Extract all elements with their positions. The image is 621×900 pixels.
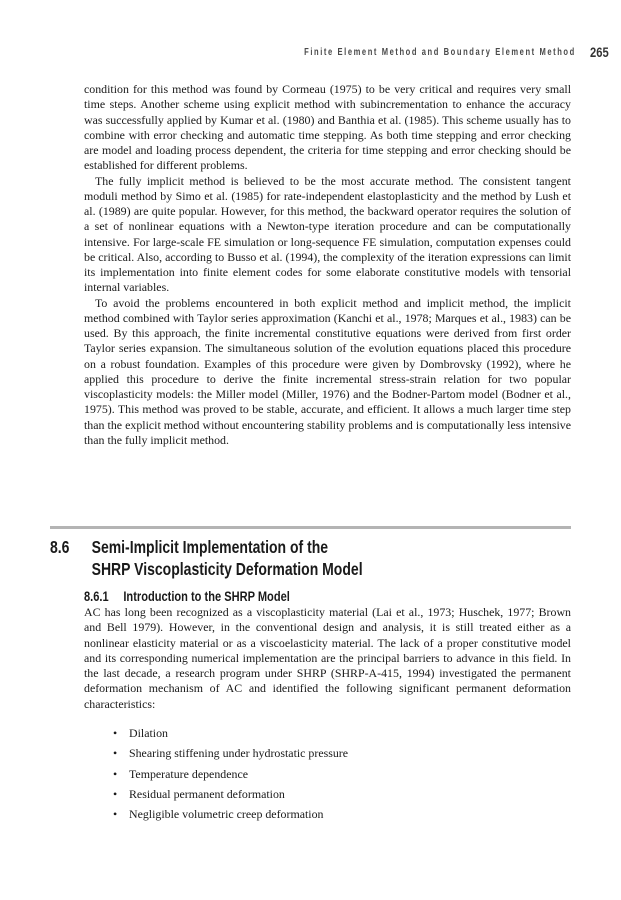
section-divider [50, 526, 571, 529]
list-item: • Dilation [113, 723, 348, 743]
bullet-icon: • [113, 726, 118, 740]
list-item: • Shearing stiffening under hydrostatic pressure [113, 743, 348, 763]
characteristics-list [113, 723, 348, 824]
running-head: Finite Element Method and Boundary Element Method [304, 46, 576, 58]
bullet-icon: • [113, 766, 118, 781]
bullet-icon: • [113, 786, 118, 801]
list-item: • Residual permanent deformation [113, 784, 348, 804]
page-number: 265 [590, 44, 609, 60]
subsection-number: 8.6.1 [84, 589, 109, 604]
list-item: • Temperature dependence [113, 764, 348, 784]
paragraph-shrp-intro: AC has long been recognized as a viscoplasticity material (Lai et al., 1973; Huschek, 1977; Brown and Bell 1979). However, in the conventional design and analysis, it is still treated either as a nonlinear elasticity material or as a viscoelasticity material. The lack of a proper constitutive model and its corresponding numerical implementation are the principal barriers to advance in this field. In the last decade, a research program under SHRP (SHRP-A-415, 1994) investigated the permanent deformation mechanism of AC and identified the following significant permanent deformation characteristics: [84, 605, 571, 711]
paragraph-continued: condition for this method was found by Cormeau (1975) to be very critical and requires very small time steps. Another scheme using explicit method with subincrementation to enhance the accuracy was successfully applied by Kumar et al. (1980) and Banthia et al. (1985). This scheme usually has to combine with error checking and automatic time stepping. As both time stepping and error checking are model and loading process dependent, the criteria for time stepping and error checking should be established for different problems. [84, 82, 571, 173]
paragraph-taylor-series: To avoid the problems encountered in both explicit method and implicit method, the implicit method combined with Taylor series approximation (Kanchi et al., 1978; Marques et al., 1983) can be used. By this approach, the finite incremental constitutive equations were derived from first order Taylor series expansion. The simultaneous solution of the evolution equations placed this procedure on a robust foundation. Examples of this procedure were given by Dombrovsky (1992), where he applied this procedure to derive the finite incremental stress-strain relation for two popular viscoplasticity models: the Miller model (Miller, 1976) and the Bodner-Partom model (Bodner et al., 1975). This method was proved to be stable, accurate, and efficient. It allows a much larger time step than the explicit method without encountering stability problems and is computationally less intensive than the fully implicit method. [84, 295, 571, 447]
bullet-icon: • [113, 807, 118, 822]
subsection-title: Introduction to the SHRP Model [123, 589, 290, 604]
subsection-heading [84, 589, 510, 604]
paragraph-implicit-method: The fully implicit method is believed to be the most accurate method. The consistent tangent moduli method by Simo et al. (1985) for rate-independent elastoplasticity and the method by Lush et al. (1989) are quite popular. However, for this method, the backward operator requires the solution of a set of nonlinear equations with a Newton-type iteration procedure and can be computationally intensive. For large-scale FE simulation or long-sequence FE simulation, computation expenses could be critical. Also, according to Busso et al. (1994), the complexity of the iteration expressions can limit its implementation into finite element codes for some elaborate constitutive models with tensorial internal variables. [84, 173, 571, 295]
bullet-icon: • [113, 746, 118, 761]
section-title-line1: Semi-Implicit Implementation of the [91, 537, 329, 557]
section-title-line2: SHRP Viscoplasticity Deformation Model [91, 559, 363, 579]
body-text [84, 82, 571, 448]
section-number: 8.6 [50, 537, 70, 557]
list-item: • Negligible volumetric creep deformation [113, 804, 348, 824]
section-heading [50, 536, 482, 580]
subsection-body [84, 605, 571, 712]
